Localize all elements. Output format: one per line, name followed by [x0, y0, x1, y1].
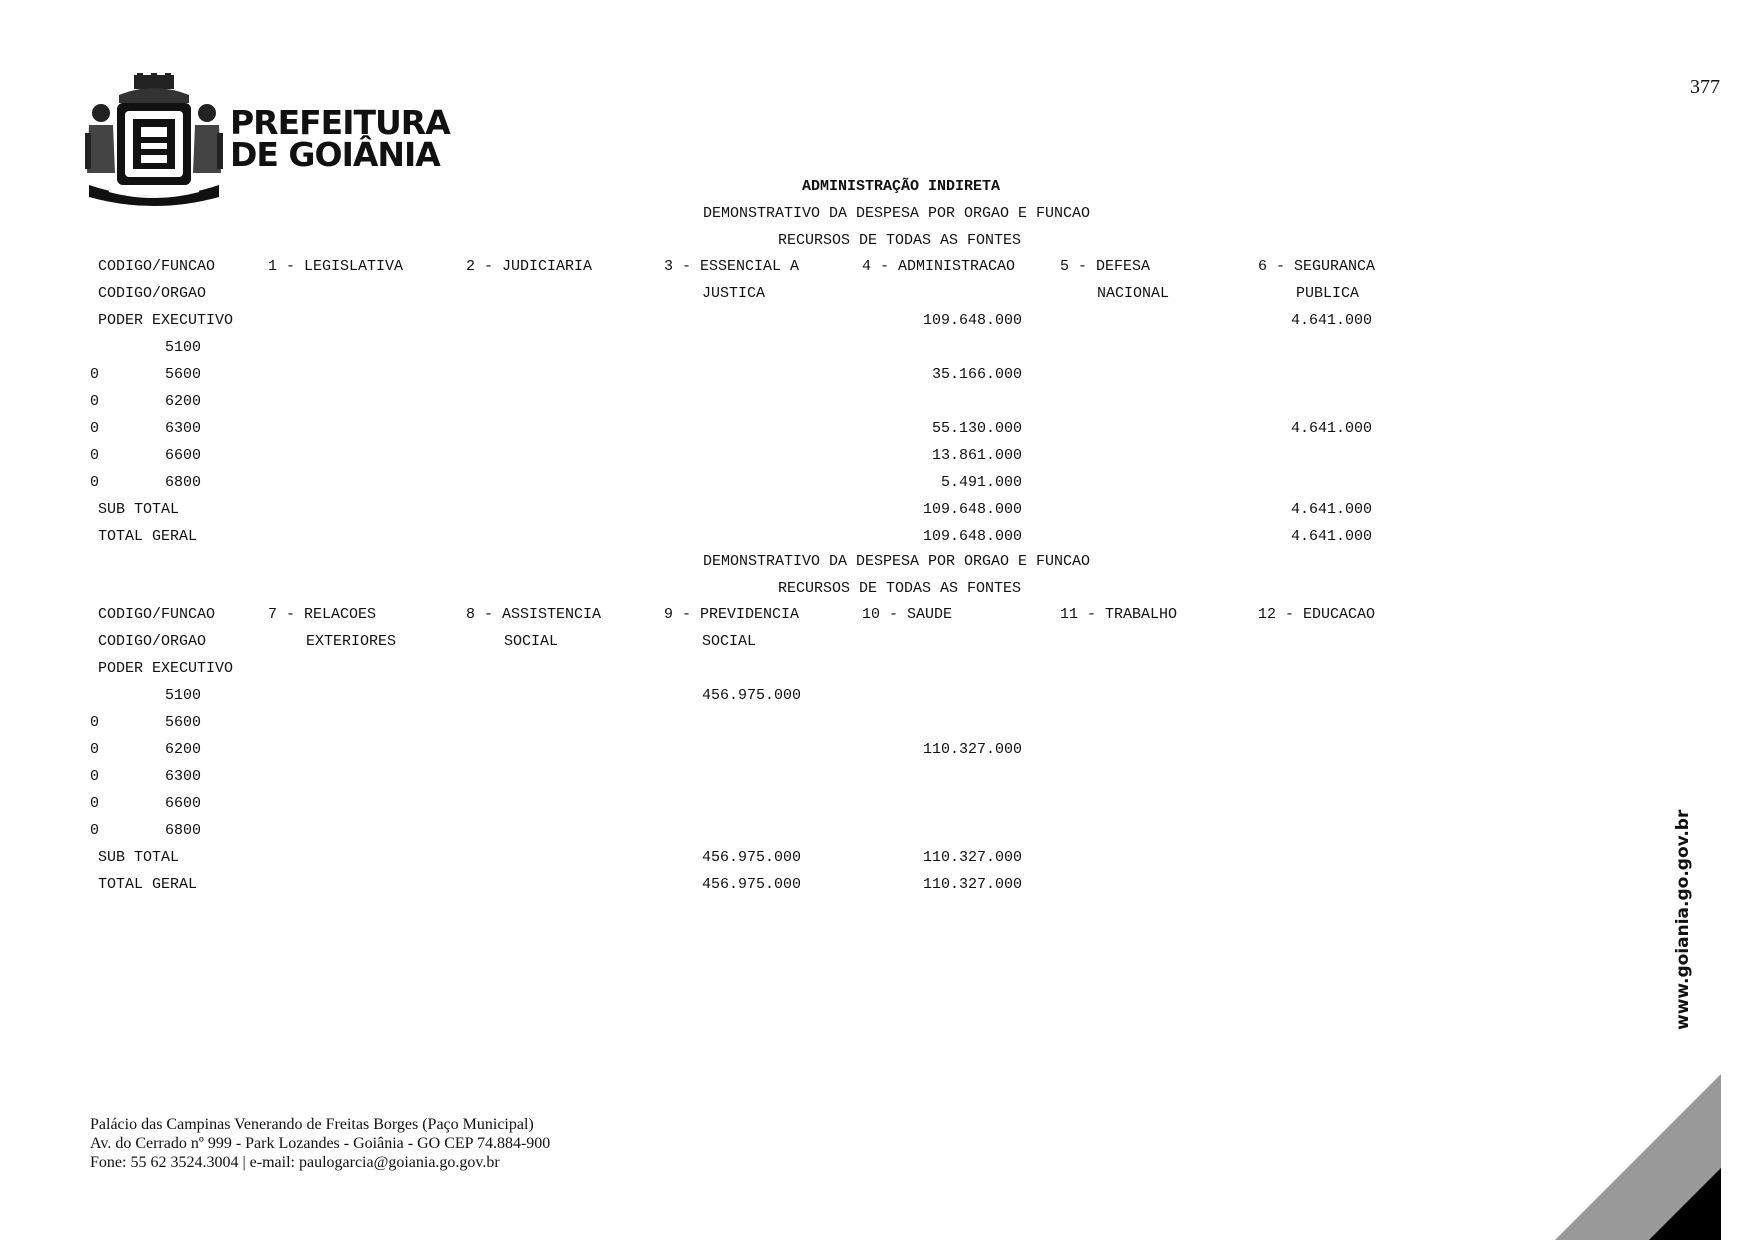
table1-total-label: TOTAL GERAL	[98, 528, 198, 545]
table1-cell: 4.641.000	[1290, 420, 1372, 437]
table2-col-header: 10 - SAUDE	[862, 606, 953, 623]
page-number: 377	[1690, 76, 1720, 98]
report-subtitle: DEMONSTRATIVO DA DESPESA POR ORGAO E FUNCAO	[703, 205, 1091, 222]
table2-total-label: TOTAL GERAL	[98, 876, 198, 893]
row-code: 6600	[165, 447, 202, 464]
table1-corner-line2: CODIGO/ORGAO	[98, 285, 207, 302]
table1-cell: 4.641.000	[1290, 501, 1372, 518]
table1-cell: 4.641.000	[1290, 528, 1372, 545]
table2-corner-line2: CODIGO/ORGAO	[98, 633, 207, 650]
table2-subtitle: DEMONSTRATIVO DA DESPESA POR ORGAO E FUNCAO	[703, 553, 1091, 570]
table2-cell: 110.327.000	[922, 741, 1022, 758]
row-code: 6300	[165, 768, 202, 785]
website-url: www.goiania.go.gov.br	[1673, 809, 1693, 1030]
table2-cell: 456.975.000	[702, 687, 802, 704]
table1-cell: 109.648.000	[922, 501, 1022, 518]
table1-col-header: 6 - SEGURANCA	[1258, 258, 1376, 275]
table2-cell: 456.975.000	[702, 849, 802, 866]
row-code: 6200	[165, 393, 202, 410]
row-code: 5100	[165, 687, 202, 704]
row-code: 6200	[165, 741, 202, 758]
table1-subtotal-label: SUB TOTAL	[98, 501, 180, 518]
table2-col-header: SOCIAL	[504, 633, 559, 650]
table2-cell: 456.975.000	[702, 876, 802, 893]
row-prefix: 0	[90, 714, 100, 731]
table2-col-header: SOCIAL	[702, 633, 757, 650]
row-prefix: 0	[90, 741, 100, 758]
report-sources: RECURSOS DE TODAS AS FONTES	[778, 232, 1022, 249]
table1-cell: 13.861.000	[931, 447, 1022, 464]
row-prefix: 0	[90, 795, 100, 812]
table1-corner-line1: CODIGO/FUNCAO	[98, 258, 216, 275]
table2-col-header: 11 - TRABALHO	[1060, 606, 1178, 623]
row-code: 5600	[165, 714, 202, 731]
footer-line3: Fone: 55 62 3524.3004 | e-mail: paulogarcia@goiania.go.gov.br	[90, 1154, 500, 1171]
brand-name-line1: PREFEITURA	[230, 103, 450, 142]
coat-of-arms-logo	[60, 55, 210, 195]
table2-cell: 110.327.000	[922, 849, 1022, 866]
table1-col-header: 3 - ESSENCIAL A	[664, 258, 800, 275]
table1-group-label: PODER EXECUTIVO	[98, 312, 234, 329]
table2-col-header: 7 - RELACOES	[268, 606, 377, 623]
table1-cell: 4.641.000	[1290, 312, 1372, 329]
table1-col-header: JUSTICA	[702, 285, 766, 302]
row-code: 5100	[165, 339, 202, 356]
row-prefix: 0	[90, 822, 100, 839]
row-code: 6300	[165, 420, 202, 437]
row-prefix: 0	[90, 393, 100, 410]
table2-col-header: 8 - ASSISTENCIA	[466, 606, 602, 623]
table1-cell: 5.491.000	[940, 474, 1022, 491]
table2-subtotal-label: SUB TOTAL	[98, 849, 180, 866]
table2-sources: RECURSOS DE TODAS AS FONTES	[778, 580, 1022, 597]
table1-cell: 109.648.000	[922, 312, 1022, 329]
table1-col-header: 4 - ADMINISTRACAO	[862, 258, 1016, 275]
table2-col-header: 9 - PREVIDENCIA	[664, 606, 800, 623]
row-code: 6600	[165, 795, 202, 812]
table1-cell: 55.130.000	[931, 420, 1022, 437]
footer-line1: Palácio das Campinas Venerando de Freitas Borges (Paço Municipal)	[90, 1116, 534, 1133]
table1-col-header: 1 - LEGISLATIVA	[268, 258, 404, 275]
table2-col-header: 12 - EDUCACAO	[1258, 606, 1376, 623]
footer-line2: Av. do Cerrado nº 999 - Park Lozandes - Goiânia - GO CEP 74.884-900	[90, 1135, 551, 1152]
table1-cell: 35.166.000	[931, 366, 1022, 383]
table2-corner-line1: CODIGO/FUNCAO	[98, 606, 216, 623]
table2-group-label: PODER EXECUTIVO	[98, 660, 234, 677]
report-title: ADMINISTRAÇÃO INDIRETA	[802, 178, 1001, 195]
table1-col-header: 2 - JUDICIARIA	[466, 258, 593, 275]
row-code: 6800	[165, 822, 202, 839]
table1-col-header: 5 - DEFESA	[1060, 258, 1151, 275]
table1-col-header: PUBLICA	[1296, 285, 1360, 302]
table1-col-header: NACIONAL	[1097, 285, 1170, 302]
row-prefix: 0	[90, 420, 100, 437]
table1-cell: 109.648.000	[922, 528, 1022, 545]
table2-cell: 110.327.000	[922, 876, 1022, 893]
row-code: 6800	[165, 474, 202, 491]
row-code: 5600	[165, 366, 202, 383]
row-prefix: 0	[90, 474, 100, 491]
brand-name-line2: DE GOIÂNIA	[230, 135, 440, 174]
row-prefix: 0	[90, 768, 100, 785]
row-prefix: 0	[90, 366, 100, 383]
corner-decoration	[1536, 1056, 1702, 1222]
row-prefix: 0	[90, 447, 100, 464]
table2-col-header: EXTERIORES	[306, 633, 397, 650]
